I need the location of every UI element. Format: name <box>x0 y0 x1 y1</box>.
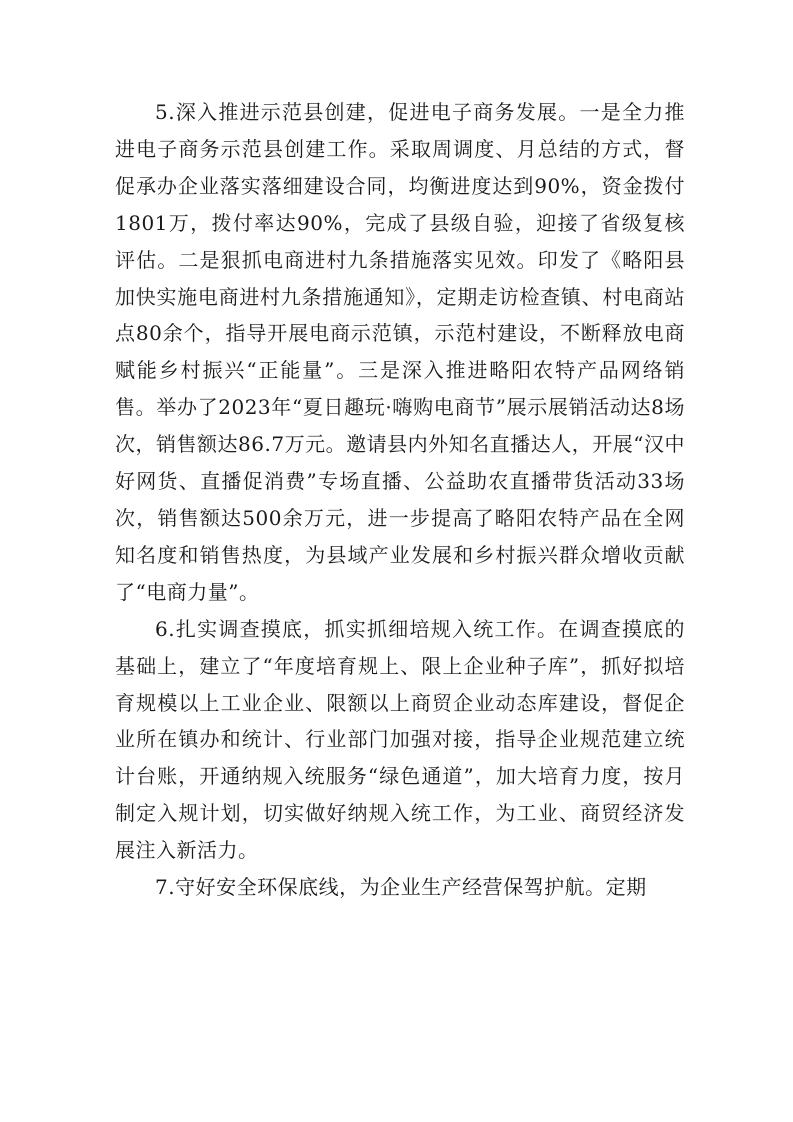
paragraph-safety-environment: 7.守好安全环保底线，为企业生产经营保驾护航。定期 <box>155 875 647 900</box>
document-body <box>115 94 685 906</box>
paragraph-enterprise-cultivation: 6.扎实调查摸底，抓实抓细培规入统工作。在调查摸底的基础上，建立了“年度培育规上、限上企业种子库”，抓好拟培育规模以上工业企业、限额以上商贸企业动态库建设，督促企业所在镇办和统计、行业部门加强对接，指导企业规范建立统计台账，开通纳规入统服务“绿色通道”，加大培育力度，按月制定入规计划，切实做好纳规入统工作，为工业、商贸经济发展注入新活力。 <box>115 616 685 863</box>
paragraph-ecommerce-demo-county: 5.深入推进示范县创建，促进电子商务发展。一是全力推进电子商务示范县创建工作。采取周调度、月总结的方式，督促承办企业落实落细建设合同，均衡进度达到90%，资金拨付1801万，拨付率达90%，完成了县级自验，迎接了省级复核评估。二是狠抓电商进村九条措施落实见效。印发了《略阳县加快实施电商进村九条措施通知》，定期走访检查镇、村电商站点80余个，指导开展电商示范镇，示范村建设，不断释放电商赋能乡村振兴“正能量”。三是深入推进略阳农特产品网络销售。举办了2023年“夏日趣玩·嗨购电商节”展示展销活动达8场次，销售额达86.7万元。邀请县内外知名直播达人，开展“汉中好网货、直播促消费”专场直播、公益助农直播带货活动33场次，销售额达500余万元，进一步提高了略阳农特产品在全网知名度和销售热度，为县域产业发展和乡村振兴群众增收贡献了“电商力量”。 <box>115 100 685 604</box>
